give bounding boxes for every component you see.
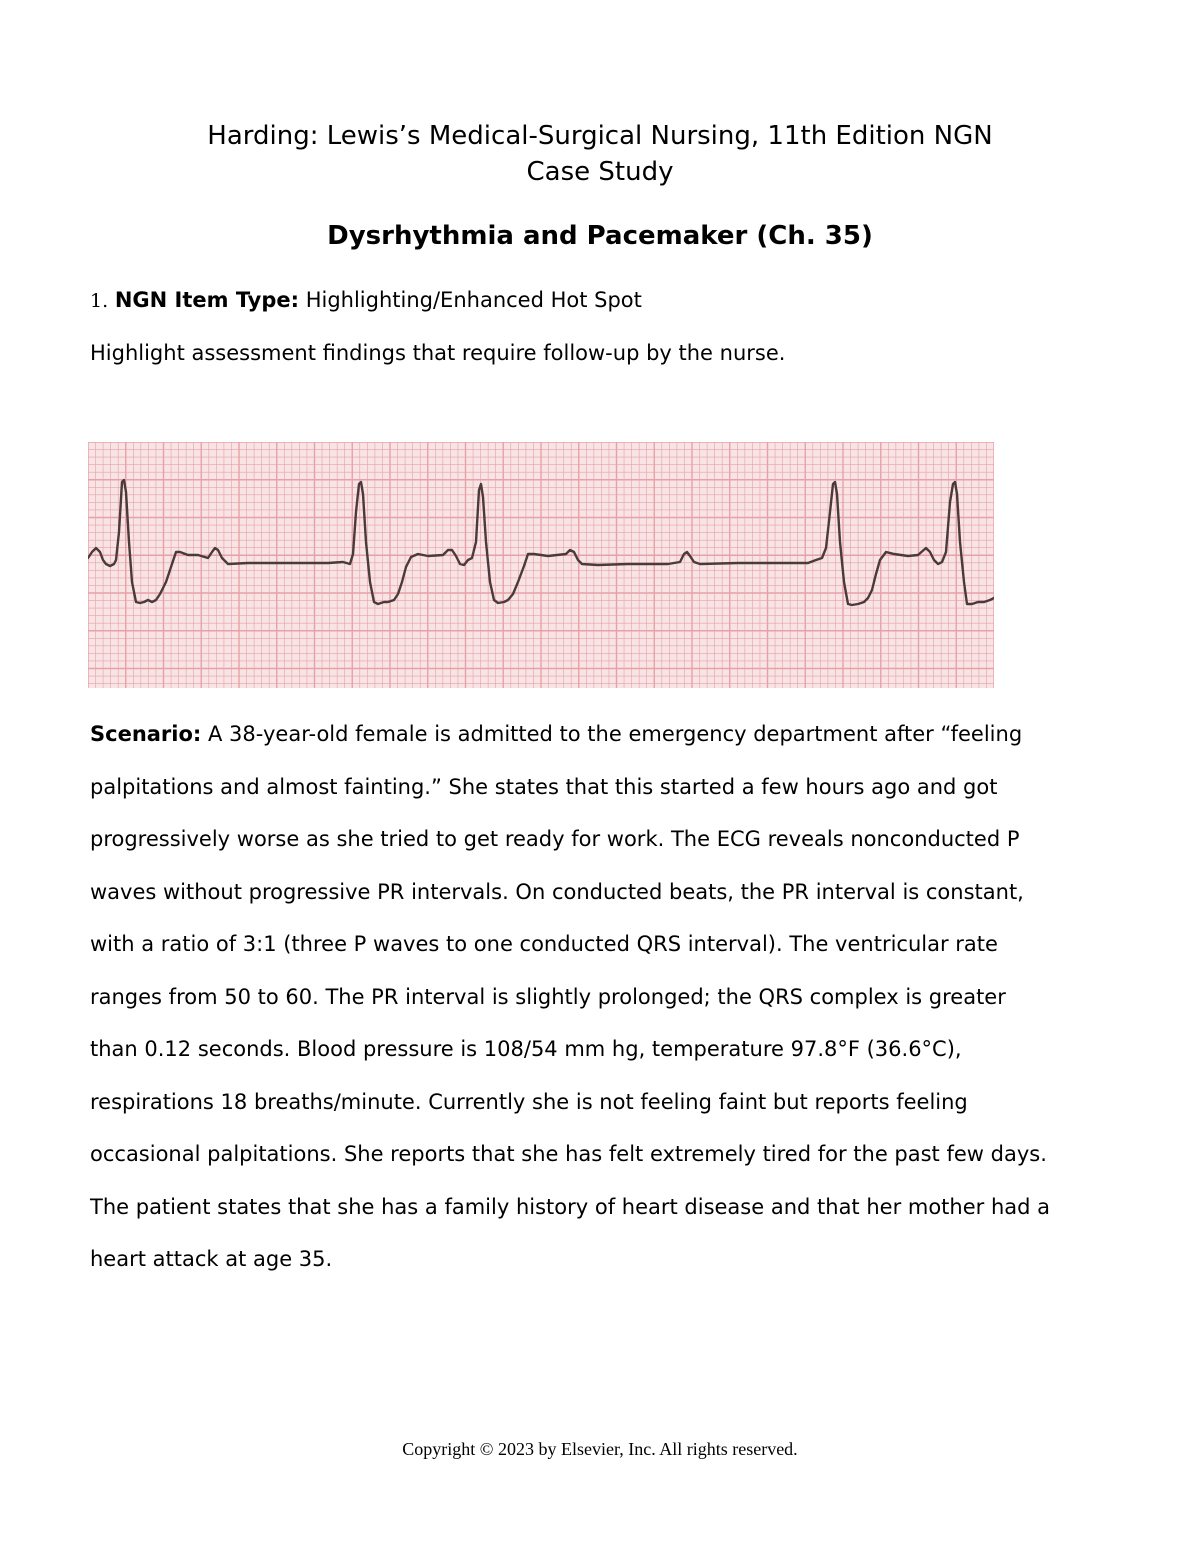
document-title-line1: Harding: Lewis’s Medical-Surgical Nursing, 11th Edition NGN [207,121,993,151]
ecg-strip [88,442,994,688]
scenario-paragraph [90,708,1060,1286]
document-title-line2: Case Study [526,157,674,187]
question-instruction: Highlight assessment findings that require follow-up by the nurse. [90,341,786,365]
copyright-footer: Copyright © 2023 by Elsevier, Inc. All rights reserved. [402,1439,798,1459]
question-number: 1. [90,290,109,312]
document-title [90,118,1110,190]
item-type-line [90,284,642,317]
chapter-title: Dysrhythmia and Pacemaker (Ch. 35) [327,221,873,251]
item-type-value: Highlighting/Enhanced Hot Spot [305,288,642,312]
ecg-strip-graphic [88,442,994,688]
scenario-label: Scenario: [90,722,202,746]
item-type-label: NGN Item Type: [114,288,300,312]
scenario-text: A 38-year-old female is admitted to the emergency department after “feeling palpitations and almost fainting.” She states that this started a few hours ago and got progressively worse as she tried to get ready for work. The ECG reveals nonconducted P waves without progressive PR intervals. On conducted beats, the PR interval is constant, with a ratio of 3:1 (three P waves to one conducted QRS interval). The ventricular rate ranges from 50 to 60. The PR interval is slightly prolonged; the QRS complex is greater than 0.12 seconds. Blood pressure is 108/54 mm hg, temperature 97.8°F (36.6°C), respirations 18 breaths/minute. Currently she is not feeling faint but reports feeling occasional palpitations. She reports that she has felt extremely tired for the past few days. The patient states that she has a family history of heart disease and that her mother had a heart attack at age 35. [90,722,1051,1271]
